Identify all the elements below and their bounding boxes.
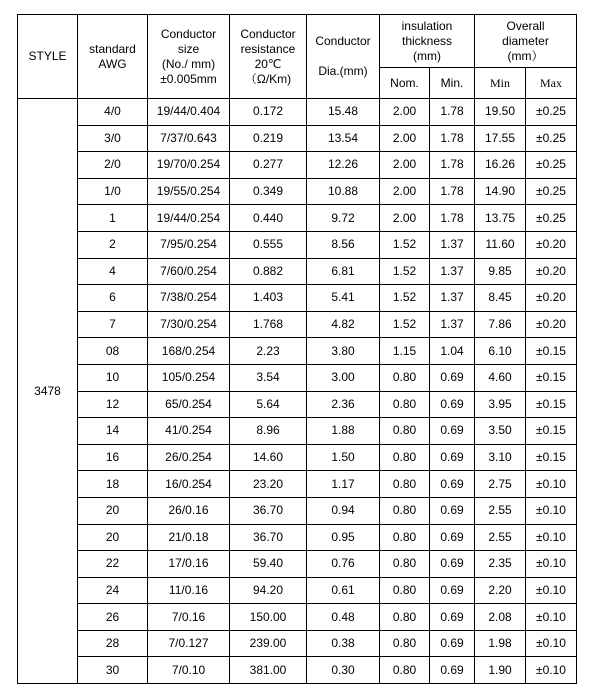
awg-cell: 12 — [78, 391, 148, 418]
insulation-nom-cell: 1.52 — [380, 285, 430, 312]
table-row — [18, 152, 577, 179]
conductor-size-cell: 19/44/0.404 — [148, 99, 230, 126]
awg-cell: 2 — [78, 231, 148, 258]
resistance-cell: 1.768 — [230, 311, 307, 338]
overall-dia-max-cell: ±0.10 — [526, 657, 577, 684]
insulation-min-cell: 1.78 — [430, 99, 475, 126]
conductor-dia-cell: 4.82 — [307, 311, 380, 338]
resistance-cell: 239.00 — [230, 630, 307, 657]
conductor-size-cell: 16/0.254 — [148, 471, 230, 498]
conductor-dia-cell: 5.41 — [307, 285, 380, 312]
insulation-nom-cell: 0.80 — [380, 444, 430, 471]
overall-dia-max-cell: ±0.10 — [526, 630, 577, 657]
table-row — [18, 418, 577, 445]
insulation-nom-cell: 0.80 — [380, 418, 430, 445]
awg-cell: 08 — [78, 338, 148, 365]
overall-dia-max-cell: ±0.10 — [526, 497, 577, 524]
insulation-min-cell: 1.78 — [430, 152, 475, 179]
insulation-nom-cell: 0.80 — [380, 391, 430, 418]
table-row — [18, 551, 577, 578]
table-row — [18, 604, 577, 631]
conductor-size-cell: 7/0.10 — [148, 657, 230, 684]
conductor-dia-cell: 0.30 — [307, 657, 380, 684]
insulation-min-cell: 1.78 — [430, 178, 475, 205]
table-row — [18, 657, 577, 684]
overall-dia-min-cell: 3.95 — [475, 391, 526, 418]
insulation-nom-cell: 0.80 — [380, 497, 430, 524]
resistance-cell: 3.54 — [230, 364, 307, 391]
conductor-dia-cell: 3.80 — [307, 338, 380, 365]
conductor-size-cell: 26/0.16 — [148, 497, 230, 524]
table-row — [18, 497, 577, 524]
insulation-nom-cell: 2.00 — [380, 152, 430, 179]
conductor-size-cell: 7/60/0.254 — [148, 258, 230, 285]
overall-dia-min-cell: 3.50 — [475, 418, 526, 445]
header-conductor-resistance: Conductor resistance 20℃ （Ω/Km) — [230, 15, 307, 99]
resistance-cell: 59.40 — [230, 551, 307, 578]
conductor-dia-cell: 0.38 — [307, 630, 380, 657]
overall-dia-min-cell: 8.45 — [475, 285, 526, 312]
table-row — [18, 444, 577, 471]
overall-dia-min-cell: 2.20 — [475, 577, 526, 604]
resistance-cell: 36.70 — [230, 524, 307, 551]
overall-dia-max-cell: ±0.15 — [526, 444, 577, 471]
overall-dia-max-cell: ±0.10 — [526, 551, 577, 578]
overall-dia-min-cell: 9.85 — [475, 258, 526, 285]
overall-dia-min-cell: 14.90 — [475, 178, 526, 205]
overall-dia-max-cell: ±0.15 — [526, 364, 577, 391]
overall-dia-max-cell: ±0.20 — [526, 311, 577, 338]
conductor-size-cell: 26/0.254 — [148, 444, 230, 471]
overall-dia-max-cell: ±0.10 — [526, 471, 577, 498]
conductor-size-cell: 21/0.18 — [148, 524, 230, 551]
table-row — [18, 338, 577, 365]
conductor-size-cell: 17/0.16 — [148, 551, 230, 578]
insulation-nom-cell: 1.52 — [380, 311, 430, 338]
table-row — [18, 178, 577, 205]
header-overall-diameter: Overall diameter (mm） — [475, 15, 577, 68]
awg-cell: 16 — [78, 444, 148, 471]
table-row — [18, 125, 577, 152]
awg-cell: 2/0 — [78, 152, 148, 179]
overall-dia-max-cell: ±0.25 — [526, 152, 577, 179]
table-row — [18, 99, 577, 126]
conductor-dia-cell: 9.72 — [307, 205, 380, 232]
insulation-nom-cell: 1.52 — [380, 231, 430, 258]
awg-cell: 30 — [78, 657, 148, 684]
conductor-dia-cell: 0.76 — [307, 551, 380, 578]
overall-dia-min-cell: 7.86 — [475, 311, 526, 338]
overall-dia-min-cell: 1.98 — [475, 630, 526, 657]
resistance-cell: 14.60 — [230, 444, 307, 471]
conductor-dia-cell: 2.36 — [307, 391, 380, 418]
insulation-nom-cell: 0.80 — [380, 577, 430, 604]
table-row — [18, 471, 577, 498]
resistance-cell: 0.440 — [230, 205, 307, 232]
insulation-nom-cell: 2.00 — [380, 205, 430, 232]
overall-dia-min-cell: 2.55 — [475, 524, 526, 551]
conductor-size-cell: 65/0.254 — [148, 391, 230, 418]
conductor-dia-cell: 3.00 — [307, 364, 380, 391]
overall-dia-max-cell: ±0.20 — [526, 231, 577, 258]
insulation-min-cell: 0.69 — [430, 630, 475, 657]
awg-cell: 20 — [78, 497, 148, 524]
overall-dia-max-cell: ±0.10 — [526, 604, 577, 631]
style-cell: 3478 — [18, 99, 78, 684]
awg-cell: 24 — [78, 577, 148, 604]
header-insulation-nom: Nom. — [380, 68, 430, 99]
overall-dia-min-cell: 3.10 — [475, 444, 526, 471]
insulation-min-cell: 1.04 — [430, 338, 475, 365]
overall-dia-max-cell: ±0.15 — [526, 418, 577, 445]
overall-dia-min-cell: 19.50 — [475, 99, 526, 126]
conductor-size-cell: 7/37/0.643 — [148, 125, 230, 152]
overall-dia-max-cell: ±0.15 — [526, 391, 577, 418]
overall-dia-min-cell: 1.90 — [475, 657, 526, 684]
conductor-size-cell: 11/0.16 — [148, 577, 230, 604]
header-insulation-thickness: insulation thickness (mm) — [380, 15, 475, 68]
header-conductor-dia: Conductor Dia.(mm) — [307, 15, 380, 99]
overall-dia-min-cell: 2.75 — [475, 471, 526, 498]
overall-dia-min-cell: 16.26 — [475, 152, 526, 179]
conductor-size-cell: 168/0.254 — [148, 338, 230, 365]
conductor-dia-cell: 12.26 — [307, 152, 380, 179]
overall-dia-max-cell: ±0.10 — [526, 577, 577, 604]
insulation-min-cell: 0.69 — [430, 444, 475, 471]
conductor-dia-cell: 1.50 — [307, 444, 380, 471]
resistance-cell: 1.403 — [230, 285, 307, 312]
wire-spec-table — [17, 14, 577, 684]
insulation-nom-cell: 0.80 — [380, 604, 430, 631]
resistance-cell: 8.96 — [230, 418, 307, 445]
insulation-min-cell: 0.69 — [430, 391, 475, 418]
insulation-nom-cell: 1.52 — [380, 258, 430, 285]
conductor-size-cell: 7/30/0.254 — [148, 311, 230, 338]
header-style: STYLE — [18, 15, 78, 99]
conductor-size-cell: 19/70/0.254 — [148, 152, 230, 179]
overall-dia-max-cell: ±0.20 — [526, 285, 577, 312]
insulation-min-cell: 0.69 — [430, 497, 475, 524]
conductor-dia-cell: 0.61 — [307, 577, 380, 604]
resistance-cell: 36.70 — [230, 497, 307, 524]
overall-dia-min-cell: 2.55 — [475, 497, 526, 524]
overall-dia-max-cell: ±0.25 — [526, 205, 577, 232]
insulation-nom-cell: 1.15 — [380, 338, 430, 365]
resistance-cell: 0.555 — [230, 231, 307, 258]
table-row — [18, 577, 577, 604]
table-row — [18, 524, 577, 551]
insulation-min-cell: 1.78 — [430, 125, 475, 152]
overall-dia-min-cell: 2.08 — [475, 604, 526, 631]
resistance-cell: 0.349 — [230, 178, 307, 205]
resistance-cell: 381.00 — [230, 657, 307, 684]
insulation-min-cell: 0.69 — [430, 604, 475, 631]
resistance-cell: 23.20 — [230, 471, 307, 498]
conductor-size-cell: 7/0.16 — [148, 604, 230, 631]
conductor-dia-cell: 6.81 — [307, 258, 380, 285]
conductor-size-cell: 7/38/0.254 — [148, 285, 230, 312]
conductor-size-cell: 19/44/0.254 — [148, 205, 230, 232]
header-overall-min: Min — [475, 68, 526, 99]
overall-dia-min-cell: 17.55 — [475, 125, 526, 152]
spec-table-body — [18, 99, 577, 684]
conductor-dia-cell: 1.88 — [307, 418, 380, 445]
insulation-nom-cell: 0.80 — [380, 630, 430, 657]
awg-cell: 7 — [78, 311, 148, 338]
overall-dia-min-cell: 2.35 — [475, 551, 526, 578]
conductor-dia-cell: 0.94 — [307, 497, 380, 524]
awg-cell: 4 — [78, 258, 148, 285]
conductor-dia-cell: 0.95 — [307, 524, 380, 551]
insulation-min-cell: 0.69 — [430, 471, 475, 498]
insulation-nom-cell: 2.00 — [380, 178, 430, 205]
table-row — [18, 205, 577, 232]
conductor-dia-cell: 8.56 — [307, 231, 380, 258]
resistance-cell: 0.882 — [230, 258, 307, 285]
awg-cell: 10 — [78, 364, 148, 391]
insulation-nom-cell: 0.80 — [380, 551, 430, 578]
insulation-nom-cell: 2.00 — [380, 125, 430, 152]
insulation-min-cell: 0.69 — [430, 657, 475, 684]
table-row — [18, 231, 577, 258]
insulation-nom-cell: 0.80 — [380, 657, 430, 684]
awg-cell: 4/0 — [78, 99, 148, 126]
insulation-min-cell: 0.69 — [430, 418, 475, 445]
awg-cell: 1 — [78, 205, 148, 232]
header-insulation-min: Min. — [430, 68, 475, 99]
header-overall-max: Max — [526, 68, 577, 99]
awg-cell: 14 — [78, 418, 148, 445]
resistance-cell: 5.64 — [230, 391, 307, 418]
awg-cell: 6 — [78, 285, 148, 312]
insulation-nom-cell: 0.80 — [380, 364, 430, 391]
overall-dia-max-cell: ±0.15 — [526, 338, 577, 365]
insulation-min-cell: 1.37 — [430, 258, 475, 285]
overall-dia-min-cell: 13.75 — [475, 205, 526, 232]
overall-dia-max-cell: ±0.10 — [526, 524, 577, 551]
resistance-cell: 0.277 — [230, 152, 307, 179]
conductor-size-cell: 105/0.254 — [148, 364, 230, 391]
insulation-min-cell: 1.37 — [430, 311, 475, 338]
table-row — [18, 258, 577, 285]
table-row — [18, 630, 577, 657]
insulation-min-cell: 1.37 — [430, 231, 475, 258]
conductor-dia-cell: 10.88 — [307, 178, 380, 205]
resistance-cell: 2.23 — [230, 338, 307, 365]
overall-dia-min-cell: 11.60 — [475, 231, 526, 258]
awg-cell: 1/0 — [78, 178, 148, 205]
conductor-dia-cell: 1.17 — [307, 471, 380, 498]
insulation-min-cell: 0.69 — [430, 551, 475, 578]
awg-cell: 26 — [78, 604, 148, 631]
overall-dia-max-cell: ±0.25 — [526, 125, 577, 152]
overall-dia-min-cell: 6.10 — [475, 338, 526, 365]
overall-dia-max-cell: ±0.25 — [526, 178, 577, 205]
conductor-dia-cell: 15.48 — [307, 99, 380, 126]
overall-dia-max-cell: ±0.20 — [526, 258, 577, 285]
table-row — [18, 391, 577, 418]
resistance-cell: 150.00 — [230, 604, 307, 631]
awg-cell: 22 — [78, 551, 148, 578]
insulation-min-cell: 0.69 — [430, 524, 475, 551]
overall-dia-min-cell: 4.60 — [475, 364, 526, 391]
conductor-size-cell: 7/0.127 — [148, 630, 230, 657]
awg-cell: 18 — [78, 471, 148, 498]
conductor-dia-cell: 13.54 — [307, 125, 380, 152]
conductor-size-cell: 7/95/0.254 — [148, 231, 230, 258]
conductor-size-cell: 41/0.254 — [148, 418, 230, 445]
awg-cell: 3/0 — [78, 125, 148, 152]
resistance-cell: 94.20 — [230, 577, 307, 604]
table-row — [18, 311, 577, 338]
insulation-nom-cell: 0.80 — [380, 471, 430, 498]
table-row — [18, 285, 577, 312]
insulation-min-cell: 1.37 — [430, 285, 475, 312]
awg-cell: 20 — [78, 524, 148, 551]
insulation-min-cell: 0.69 — [430, 364, 475, 391]
table-row — [18, 364, 577, 391]
conductor-dia-cell: 0.48 — [307, 604, 380, 631]
insulation-nom-cell: 0.80 — [380, 524, 430, 551]
insulation-min-cell: 1.78 — [430, 205, 475, 232]
insulation-min-cell: 0.69 — [430, 577, 475, 604]
resistance-cell: 0.219 — [230, 125, 307, 152]
insulation-nom-cell: 2.00 — [380, 99, 430, 126]
overall-dia-max-cell: ±0.25 — [526, 99, 577, 126]
awg-cell: 28 — [78, 630, 148, 657]
header-conductor-size: Conductor size (No./ mm) ±0.005mm — [148, 15, 230, 99]
header-awg: standard AWG — [78, 15, 148, 99]
resistance-cell: 0.172 — [230, 99, 307, 126]
conductor-size-cell: 19/55/0.254 — [148, 178, 230, 205]
